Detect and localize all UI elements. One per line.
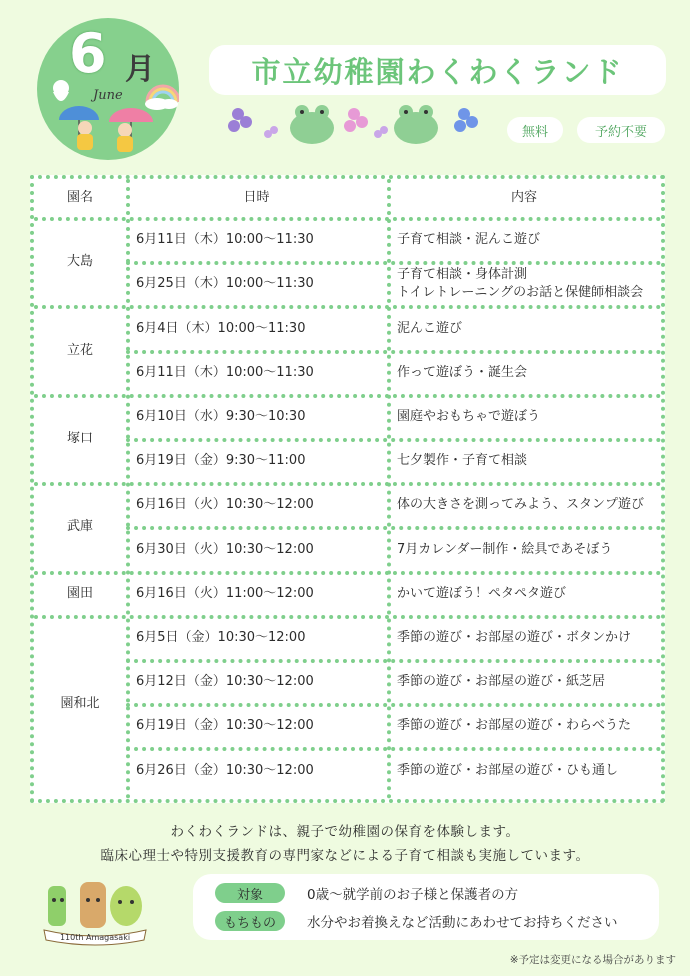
school-name: 塚口 bbox=[66, 431, 93, 446]
schedule-datetime: 6月5日（金）10:30〜12:00 bbox=[136, 629, 306, 645]
header-datetime: 日時 bbox=[243, 190, 270, 205]
schedule-content bbox=[397, 452, 527, 470]
info-row-target bbox=[193, 882, 518, 904]
info-row-belongings bbox=[193, 910, 618, 932]
schedule-datetime: 6月25日（木）10:00〜11:30 bbox=[136, 276, 314, 292]
row-divider bbox=[126, 747, 661, 751]
info-value: 水分やお着換えなど活動にあわせてお持ちください bbox=[307, 915, 618, 931]
content-line: 泥んこ遊び bbox=[397, 320, 463, 336]
content-line: 作って遊ぼう・誕生会 bbox=[397, 364, 528, 380]
row-divider bbox=[126, 526, 661, 530]
row-divider bbox=[34, 394, 661, 398]
content-line: 季節の遊び・お部屋の遊び・わらべうた bbox=[397, 718, 632, 734]
schedule-content bbox=[397, 496, 644, 514]
page-title: 市立幼稚園わくわくランド bbox=[251, 54, 624, 89]
schedule-content bbox=[397, 762, 618, 780]
school-name: 立花 bbox=[66, 342, 93, 358]
change-note: ※予定は変更になる場合があります bbox=[509, 954, 676, 966]
row-divider bbox=[126, 261, 661, 265]
content-line: 体の大きさを測ってみよう、スタンプ遊び bbox=[397, 497, 645, 513]
schedule-content bbox=[397, 673, 605, 691]
content-line: トイレトレーニングのお話と保健師相談会 bbox=[397, 285, 644, 301]
schedule-table bbox=[30, 175, 665, 803]
schedule-content bbox=[397, 320, 462, 338]
schedule-datetime: 6月19日（金）9:30〜11:00 bbox=[136, 453, 306, 469]
month-badge bbox=[37, 18, 179, 160]
schedule-datetime: 6月26日（金）10:30〜12:00 bbox=[136, 762, 314, 778]
row-divider bbox=[126, 350, 661, 354]
footer-line: わくわくランドは、親子で幼稚園の保育を体験します。 bbox=[170, 824, 520, 840]
header-content: 内容 bbox=[510, 190, 537, 205]
hydrangea-frog-decoration-icon bbox=[220, 100, 500, 150]
content-line: 季節の遊び・お部屋の遊び・ボタンかけ bbox=[397, 629, 632, 645]
header-school: 園名 bbox=[66, 190, 93, 205]
mascot-icon bbox=[40, 872, 150, 946]
row-divider bbox=[34, 217, 661, 221]
row-divider bbox=[34, 571, 661, 575]
schedule-datetime: 6月12日（金）10:30〜12:00 bbox=[136, 674, 314, 690]
row-divider bbox=[126, 703, 661, 707]
mascot-caption: 110th Amagasaki bbox=[59, 933, 131, 942]
month-number: 6 bbox=[69, 22, 107, 85]
info-box bbox=[193, 874, 659, 940]
schedule-datetime: 6月30日（火）10:30〜12:00 bbox=[136, 541, 314, 557]
school-name: 大島 bbox=[66, 254, 93, 270]
content-line: かいて遊ぼう！ペタペタ遊び bbox=[397, 585, 567, 601]
month-english: June bbox=[93, 88, 123, 103]
content-line: 七夕製作・子育て相談 bbox=[397, 453, 528, 469]
schedule-content bbox=[397, 231, 540, 249]
schedule-content bbox=[397, 717, 631, 735]
info-tag: もちもの bbox=[215, 911, 285, 931]
schedule-datetime: 6月16日（火）10:30〜12:00 bbox=[136, 497, 314, 513]
schedule-datetime: 6月10日（水）9:30〜10:30 bbox=[136, 408, 306, 424]
schedule-content bbox=[397, 266, 643, 302]
title-banner bbox=[209, 45, 666, 95]
schedule-datetime: 6月16日（火）11:00〜12:00 bbox=[136, 585, 314, 601]
free-badge: 無料 bbox=[507, 117, 563, 143]
info-value: 0歳〜就学前のお子様と保護者の方 bbox=[307, 887, 519, 903]
footer-description bbox=[0, 820, 690, 868]
schedule-content bbox=[397, 629, 631, 647]
content-line: 子育て相談・泥んこ遊び bbox=[397, 232, 541, 248]
row-divider bbox=[34, 615, 661, 619]
schedule-content bbox=[397, 541, 612, 559]
content-line: 季節の遊び・お部屋の遊び・ひも通し bbox=[397, 762, 619, 778]
content-line: 7月カレンダー制作・絵具であそぼう bbox=[397, 541, 613, 557]
schedule-datetime: 6月11日（木）10:00〜11:30 bbox=[136, 232, 314, 248]
schedule-content bbox=[397, 364, 527, 382]
content-line: 園庭やおもちゃで遊ぼう bbox=[397, 408, 541, 424]
content-line: 季節の遊び・お部屋の遊び・紙芝居 bbox=[397, 674, 606, 690]
content-line: 子育て相談・身体計測 bbox=[397, 267, 528, 283]
row-divider bbox=[126, 659, 661, 663]
schedule-datetime: 6月11日（木）10:00〜11:30 bbox=[136, 364, 314, 380]
row-divider bbox=[34, 482, 661, 486]
school-name: 園和北 bbox=[60, 696, 100, 712]
schedule-content bbox=[397, 585, 566, 603]
schedule-datetime: 6月4日（木）10:00〜11:30 bbox=[136, 320, 306, 336]
schedule-content bbox=[397, 408, 540, 426]
schedule-datetime: 6月19日（金）10:30〜12:00 bbox=[136, 718, 314, 734]
no-reservation-badge: 予約不要 bbox=[577, 117, 665, 143]
month-unit: 月 bbox=[125, 52, 155, 87]
info-tag: 対象 bbox=[215, 883, 285, 903]
school-name: 園田 bbox=[66, 585, 93, 601]
footer-line: 臨床心理士や特別支援教育の専門家などによる子育て相談も実施しています。 bbox=[100, 848, 590, 864]
row-divider bbox=[126, 438, 661, 442]
school-name: 武庫 bbox=[66, 519, 93, 535]
row-divider bbox=[34, 305, 661, 309]
